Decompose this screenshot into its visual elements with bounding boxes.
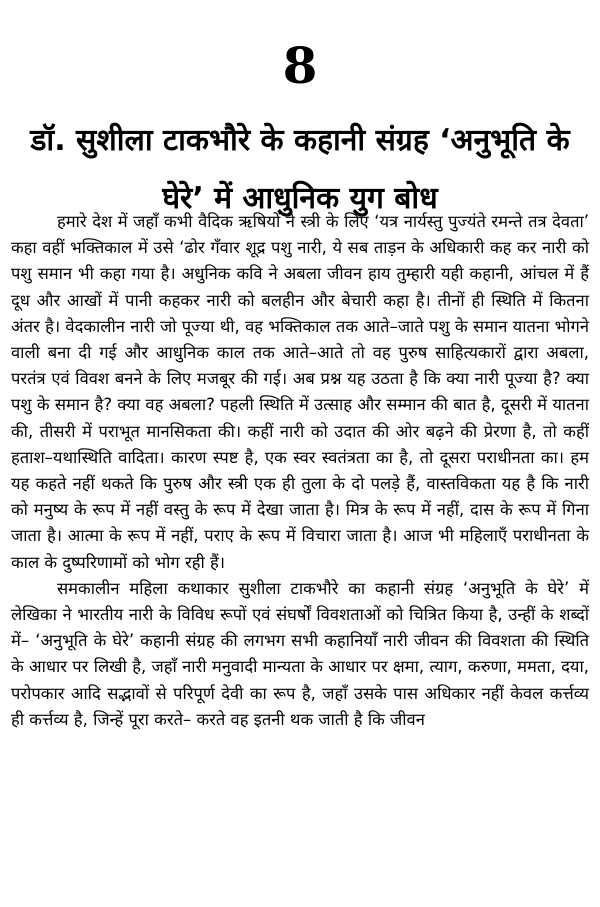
paragraph: समकालीन महिला कथाकार सुशीला टाकभौरे का कहानी संग्रह ‘अनुभूति के घेरे’ में लेखिका ने भारतीय नारी के विविध रूपों एवं संघर्षों विवशताओं को चित्रित किया है, उन्हीं के शब्दों में– ‘अनुभूति के घेरे’ कहानी संग्रह की लगभग सभी कहानियाँ नारी जीवन की विवशता की स्थिति के आधार पर लिखी है, जहाँ नारी मनुवादी मान्यता के आधार पर क्षमा, त्याग, करुणा, ममता, दया, परोपकार आदि सद्भावों से परिपूर्ण देवी का रूप है, जहाँ उसके पास अधिकार नहीं केवल कर्त्तव्य ही कर्त्तव्य है, जिन्हें पूरा करते– करते वह इतनी थक जाती है कि जीवन [11,578,589,729]
paragraph: हमारे देश में जहाँ कभी वैदिक ऋषियों ने स्त्री के लिए ‘यत्र नार्यस्तु पुज्यंते रमन्ते तत्र देवता’ कहा वहीं भक्तिकाल में उसे ‘ढोर गँवार शूद्र पशु नारी, ये सब ताड़न के अधिकारी कह कर नारी को पशु समान भी कहा गया है। अधुनिक कवि ने अबला जीवन हाय तुम्हारी यही कहानी, आंचल में हैं दूध और आखों में पानी कहकर नारी को बलहीन और बेचारी कहा है। तीनों ही स्थिति में कितना अंतर है। वेदकालीन नारी जो पूज्या थी, वह भक्तिकाल तक आते–जाते पशु के समान यातना भोगने वाली बना दी गई और आधुनिक काल तक आते–आते तो वह पुरुष साहित्यकारों द्वारा अबला, परतंत्र एवं विवश बनने के लिए मजबूर की गई। अब प्रश्न यह उठता है कि क्या नारी पूज्या है? क्या पशु के समान है? क्या वह अबला? पहली स्थिति में उत्साह और सम्मान की बात है, दूसरी में यातना की, तीसरी में पराभूत मानसिकता की। कहीं नारी को उदात की ओर बढ़ने की प्रेरणा है, तो कहीं हताश–यथास्थिति वादिता। कारण स्पष्ट है, एक स्वर स्वतंत्रता का है, तो दूसरा पराधीनता का। हम यह कहते नहीं थकते कि पुरुष और स्त्री एक ही तुला के दो पलड़े हैं, वास्तविकता यह है कि नारी को मनुष्य के रूप में नहीं वस्तु के रूप में देखा जाता है। मित्र के रूप में नहीं, दास के रूप में गिना जाता है। आत्मा के रूप में नहीं, पराए के रूप में विचारा जाता है। आज भी महिलाएँ पराधीनता के काल के दुष्परिणामों को भोग रही हैं। [11,212,589,572]
chapter-number: 8 [282,36,318,95]
chapter-body [11,209,589,733]
chapter-title: डॉ. सुशीला टाकभौरे के कहानी संग्रह ‘अनुभूति के घेरे’ में आधुनिक युग बोध [30,123,570,216]
